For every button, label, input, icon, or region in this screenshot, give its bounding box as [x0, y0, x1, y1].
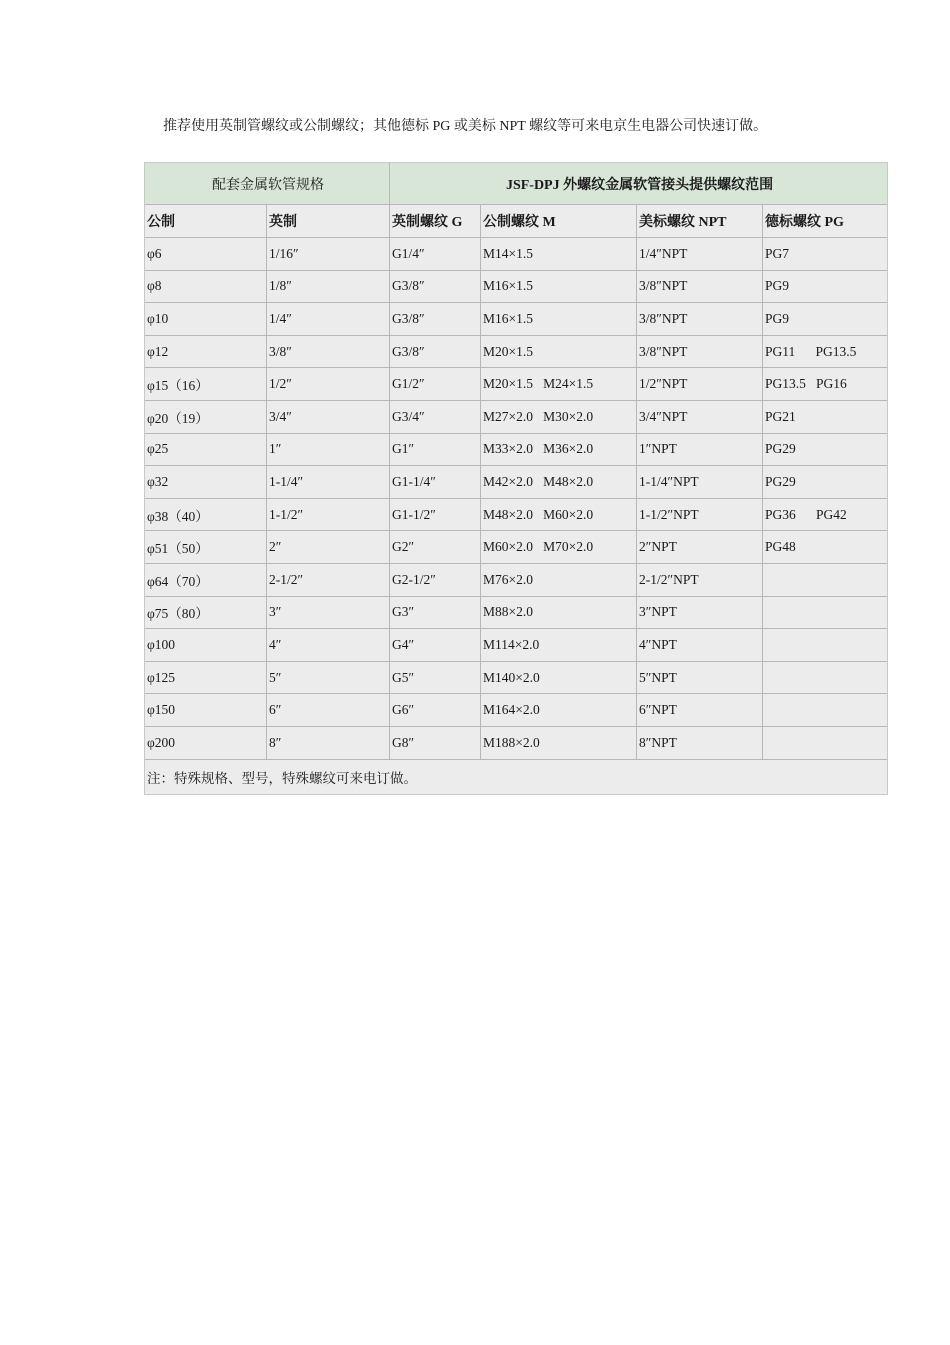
- table-cell: 6″: [267, 694, 390, 727]
- table-cell: φ6: [145, 238, 267, 271]
- table-row: [145, 336, 887, 369]
- table-cell: PG29: [763, 434, 887, 467]
- table-row: [145, 368, 887, 401]
- table-cell: 1-1/4″: [267, 466, 390, 499]
- group-header-thread-range: JSF-DPJ 外螺纹金属软管接头提供螺纹范围: [390, 163, 887, 205]
- table-cell: 8″: [267, 727, 390, 760]
- table-cell: PG11 PG13.5: [763, 336, 887, 369]
- table-cell: 1-1/2″NPT: [637, 499, 763, 532]
- table-cell: M60×2.0 M70×2.0: [481, 531, 637, 564]
- table-cell: M33×2.0 M36×2.0: [481, 434, 637, 467]
- table-cell: φ125: [145, 662, 267, 695]
- table-cell: M140×2.0: [481, 662, 637, 695]
- table-row: [145, 271, 887, 304]
- table-cell: φ150: [145, 694, 267, 727]
- table-cell: 1/4″NPT: [637, 238, 763, 271]
- table-cell: G6″: [390, 694, 481, 727]
- table-cell: 3″NPT: [637, 597, 763, 630]
- table-cell: 1/4″: [267, 303, 390, 336]
- table-row: [145, 727, 887, 760]
- table-cell: M20×1.5: [481, 336, 637, 369]
- table-cell: [763, 727, 887, 760]
- table-cell: G2″: [390, 531, 481, 564]
- table-cell: 3/8″NPT: [637, 271, 763, 304]
- table-cell: PG9: [763, 271, 887, 304]
- group-header-hose-spec: 配套金属软管规格: [145, 163, 390, 205]
- table-cell: M76×2.0: [481, 564, 637, 597]
- table-cell: M27×2.0 M30×2.0: [481, 401, 637, 434]
- table-cell: φ12: [145, 336, 267, 369]
- table-cell: G3/4″: [390, 401, 481, 434]
- table-cell: φ10: [145, 303, 267, 336]
- column-header-m-thread: 公制螺纹 M: [481, 205, 637, 238]
- table-cell: M14×1.5: [481, 238, 637, 271]
- table-cell: φ15（16）: [145, 368, 267, 401]
- table-cell: 1″: [267, 434, 390, 467]
- table-cell: M188×2.0: [481, 727, 637, 760]
- table-cell: M88×2.0: [481, 597, 637, 630]
- table-cell: 6″NPT: [637, 694, 763, 727]
- table-cell: 3″: [267, 597, 390, 630]
- table-row: [145, 466, 887, 499]
- table-row: [145, 531, 887, 564]
- table-cell: 5″NPT: [637, 662, 763, 695]
- table-row: [145, 434, 887, 467]
- column-header-row: [145, 205, 887, 238]
- table-cell: φ100: [145, 629, 267, 662]
- table-cell: 2-1/2″NPT: [637, 564, 763, 597]
- table-cell: [763, 694, 887, 727]
- table-row: [145, 694, 887, 727]
- table-cell: φ38（40）: [145, 499, 267, 532]
- table-cell: 3/4″NPT: [637, 401, 763, 434]
- table-cell: PG21: [763, 401, 887, 434]
- table-row: [145, 401, 887, 434]
- table-cell: G5″: [390, 662, 481, 695]
- table-cell: 2-1/2″: [267, 564, 390, 597]
- thread-spec-table: [144, 162, 888, 795]
- table-cell: [763, 662, 887, 695]
- table-cell: φ64（70）: [145, 564, 267, 597]
- table-cell: [763, 629, 887, 662]
- table-cell: φ8: [145, 271, 267, 304]
- table-cell: [763, 564, 887, 597]
- table-cell: PG36 PG42: [763, 499, 887, 532]
- column-header-g-thread: 英制螺纹 G: [390, 205, 481, 238]
- table-cell: PG9: [763, 303, 887, 336]
- table-note: 注：特殊规格、型号，特殊螺纹可来电订做。: [147, 770, 417, 786]
- table-cell: M42×2.0 M48×2.0: [481, 466, 637, 499]
- table-row: [145, 564, 887, 597]
- table-cell: 3/8″: [267, 336, 390, 369]
- group-header-row: [145, 163, 887, 205]
- intro-text: 推荐使用英制管螺纹或公制螺纹；其他德标 PG 或美标 NPT 螺纹等可来电京生电器公司快速订做。: [163, 119, 768, 134]
- table-cell: 3/4″: [267, 401, 390, 434]
- table-cell: PG48: [763, 531, 887, 564]
- table-cell: G1/2″: [390, 368, 481, 401]
- table-cell: G1-1/4″: [390, 466, 481, 499]
- table-cell: 1-1/2″: [267, 499, 390, 532]
- table-cell: G3″: [390, 597, 481, 630]
- table-cell: 2″NPT: [637, 531, 763, 564]
- table-cell: M164×2.0: [481, 694, 637, 727]
- table-cell: M20×1.5 M24×1.5: [481, 368, 637, 401]
- table-cell: G3/8″: [390, 336, 481, 369]
- table-cell: 1″NPT: [637, 434, 763, 467]
- table-cell: 2″: [267, 531, 390, 564]
- column-header-metric: 公制: [145, 205, 267, 238]
- table-cell: G1-1/2″: [390, 499, 481, 532]
- table-cell: 1-1/4″NPT: [637, 466, 763, 499]
- table-cell: 3/8″NPT: [637, 336, 763, 369]
- table-cell: G2-1/2″: [390, 564, 481, 597]
- table-cell: φ200: [145, 727, 267, 760]
- table-cell: G3/8″: [390, 303, 481, 336]
- table-cell: M48×2.0 M60×2.0: [481, 499, 637, 532]
- table-cell: 4″: [267, 629, 390, 662]
- table-cell: φ25: [145, 434, 267, 467]
- column-header-npt-thread: 美标螺纹 NPT: [637, 205, 763, 238]
- table-cell: G1/4″: [390, 238, 481, 271]
- table-cell: φ32: [145, 466, 267, 499]
- table-cell: G1″: [390, 434, 481, 467]
- table-cell: 1/16″: [267, 238, 390, 271]
- note-row: [145, 760, 887, 794]
- table-cell: M16×1.5: [481, 271, 637, 304]
- table-cell: φ51（50）: [145, 531, 267, 564]
- table-cell: G4″: [390, 629, 481, 662]
- table-cell: M114×2.0: [481, 629, 637, 662]
- table-cell: 5″: [267, 662, 390, 695]
- table-cell: 1/8″: [267, 271, 390, 304]
- table-cell: 8″NPT: [637, 727, 763, 760]
- table-cell: G8″: [390, 727, 481, 760]
- table-cell: 3/8″NPT: [637, 303, 763, 336]
- table-cell: PG29: [763, 466, 887, 499]
- table-cell: M16×1.5: [481, 303, 637, 336]
- table-cell: 1/2″: [267, 368, 390, 401]
- table-row: [145, 303, 887, 336]
- table-row: [145, 629, 887, 662]
- table-cell: PG13.5 PG16: [763, 368, 887, 401]
- table-row: [145, 597, 887, 630]
- table-cell: [763, 597, 887, 630]
- column-header-pg-thread: 德标螺纹 PG: [763, 205, 887, 238]
- table-row: [145, 238, 887, 271]
- table-cell: φ75（80）: [145, 597, 267, 630]
- table-cell: 4″NPT: [637, 629, 763, 662]
- table-row: [145, 662, 887, 695]
- table-cell: G3/8″: [390, 271, 481, 304]
- table-cell: PG7: [763, 238, 887, 271]
- table-cell: φ20（19）: [145, 401, 267, 434]
- table-cell: 1/2″NPT: [637, 368, 763, 401]
- table-row: [145, 499, 887, 532]
- column-header-imperial: 英制: [267, 205, 390, 238]
